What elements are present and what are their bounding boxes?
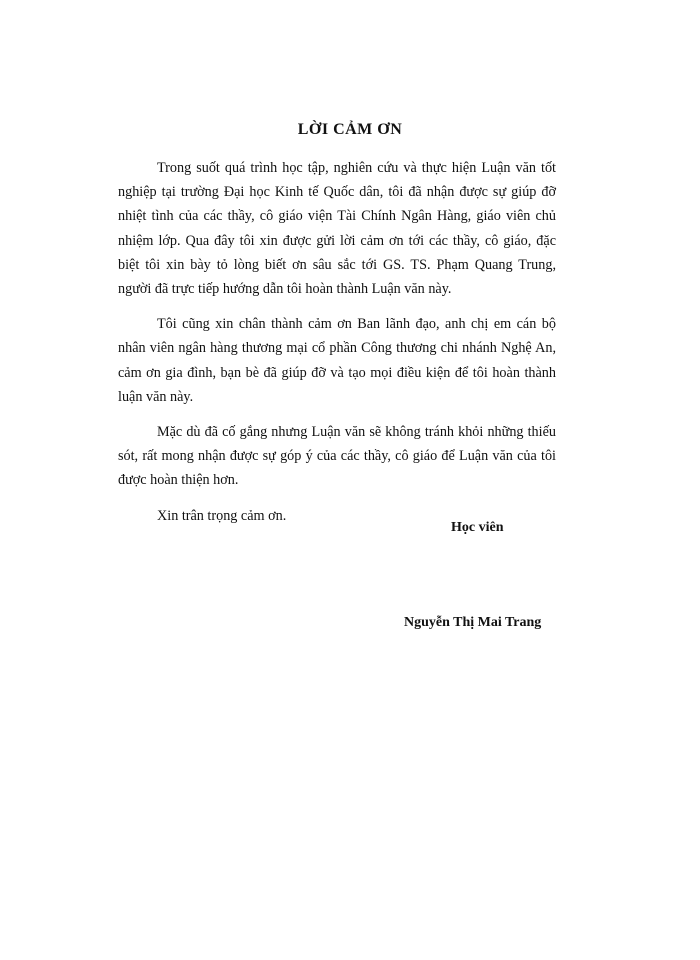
- page-title: LỜI CẢM ƠN: [297, 121, 403, 138]
- paragraph-2: Tôi cũng xin chân thành cảm ơn Ban lãnh đạo, anh chị em cán bộ nhân viên ngân hàng thương mại cổ phần Công thương chi nhánh Nghệ An, cảm ơn gia đình, bạn bè đã giúp đỡ và tạo mọi điều kiện để tôi hoàn thành luận văn này.: [118, 316, 556, 405]
- paragraph-3: Mặc dù đã cố gắng nhưng Luận văn sẽ không tránh khỏi những thiếu sót, rất mong nhận được sự góp ý của các thầy, cô giáo để Luận văn của tôi được hoàn thiện hơn.: [118, 424, 556, 489]
- paragraph-1: Trong suốt quá trình học tập, nghiên cứu và thực hiện Luận văn tốt nghiệp tại trường Đại học Kinh tế Quốc dân, tôi đã nhận được sự giúp đỡ nhiệt tình của các thầy, cô giáo viện Tài Chính Ngân Hàng, giáo viên chủ nhiệm lớp. Qua đây tôi xin được gửi lời cảm ơn tới các thầy, cô giáo, đặc biệt tôi xin bày tỏ lòng biết ơn sâu sắc tới GS. TS. Phạm Quang Trung, người đã trực tiếp hướng dẫn tôi hoàn thành Luận văn này.: [118, 160, 556, 298]
- signature-name: Nguyễn Thị Mai Trang: [404, 615, 542, 630]
- closing-line: Xin trân trọng cảm ơn.: [157, 507, 287, 524]
- signature-role: Học viên: [451, 520, 504, 535]
- body-text: [118, 156, 556, 528]
